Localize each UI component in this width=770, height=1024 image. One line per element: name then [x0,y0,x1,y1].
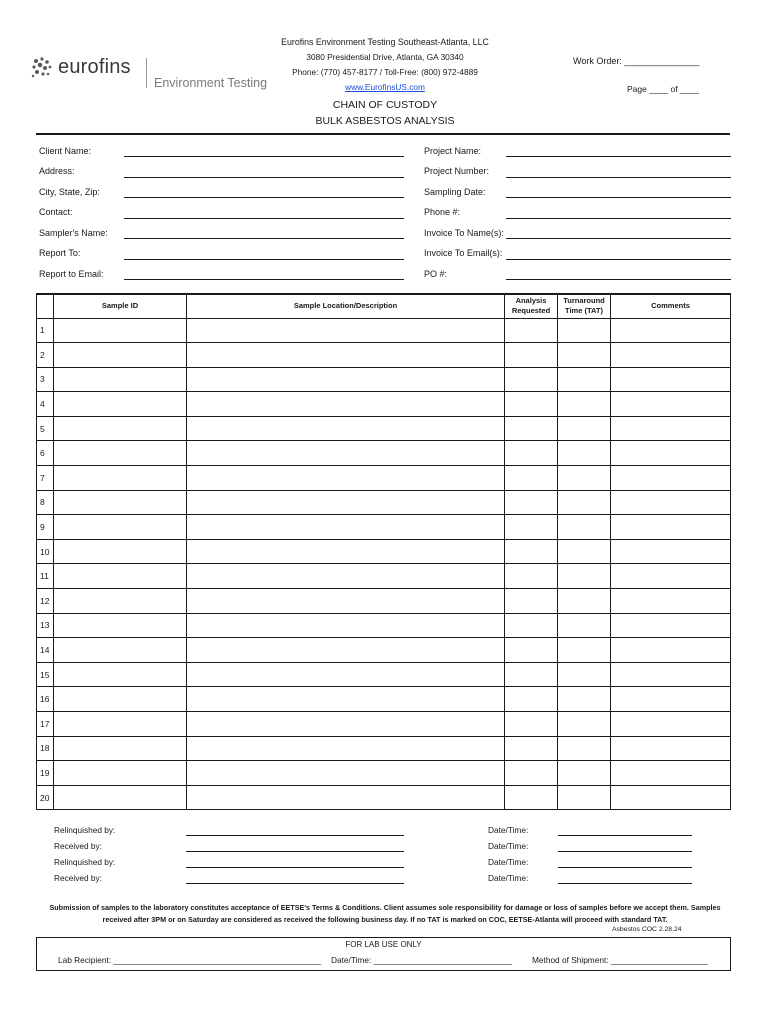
project-name-field[interactable] [506,156,731,157]
row-number: 9 [37,515,54,540]
turnaround-time-cell[interactable] [558,736,611,761]
sample-location-cell[interactable] [187,613,505,638]
sample-id-cell[interactable] [54,761,187,786]
date-time-field-4[interactable] [558,883,692,884]
comments-cell[interactable] [611,367,731,392]
report-email-label: Report to Email: [39,269,104,279]
analysis-requested-cell[interactable] [505,466,558,491]
sample-location-cell[interactable] [187,687,505,712]
table-row [37,761,731,786]
sample-id-cell[interactable] [54,539,187,564]
row-number: 3 [37,367,54,392]
lab-recipient-field[interactable]: Lab Recipient: _____________________________________________ [58,955,321,965]
turnaround-time-cell[interactable] [558,466,611,491]
comments-cell[interactable] [611,687,731,712]
date-time-field-2[interactable] [558,851,692,852]
analysis-requested-cell[interactable] [505,441,558,466]
sample-id-cell[interactable] [54,687,187,712]
sampler-name-field[interactable] [124,238,404,239]
sample-id-cell[interactable] [54,466,187,491]
work-order-field[interactable]: Work Order: _______________ [573,56,700,66]
table-row [37,490,731,515]
eurofins-logo-mark-icon [30,56,54,80]
client-name-label: Client Name: [39,146,92,156]
analysis-requested-cell[interactable] [505,490,558,515]
disclaimer-text [40,902,730,926]
row-number: 5 [37,416,54,441]
lab-use-box [36,937,731,971]
analysis-requested-cell[interactable] [505,392,558,417]
phone-field[interactable] [506,218,731,219]
turnaround-time-cell[interactable] [558,441,611,466]
header-turnaround-time: Turnaround Time (TAT) [558,294,611,318]
company-website-link[interactable]: www.EurofinsUS.com [345,82,425,92]
turnaround-time-cell[interactable] [558,687,611,712]
sample-id-cell[interactable] [54,318,187,343]
row-number: 8 [37,490,54,515]
row-number: 17 [37,712,54,737]
row-number: 10 [37,539,54,564]
analysis-requested-cell[interactable] [505,736,558,761]
sampling-date-field[interactable] [506,197,731,198]
sample-id-cell[interactable] [54,367,187,392]
po-number-field[interactable] [506,279,731,280]
date-time-label-3: Date/Time: [488,857,529,867]
row-number: 7 [37,466,54,491]
header-row-number [37,294,54,318]
row-number: 15 [37,662,54,687]
logo-divider [146,58,147,88]
header-analysis-requested: Analysis Requested [505,294,558,318]
turnaround-time-cell[interactable] [558,367,611,392]
project-number-label: Project Number: [424,166,490,176]
sample-id-cell[interactable] [54,490,187,515]
analysis-requested-cell[interactable] [505,662,558,687]
comments-cell[interactable] [611,712,731,737]
relinquished-by-label-1: Relinquished by: [54,825,116,835]
turnaround-time-cell[interactable] [558,638,611,663]
header-divider [36,133,730,135]
comments-cell[interactable] [611,589,731,614]
logo-wordmark: eurofins [58,56,131,78]
sample-id-cell[interactable] [54,785,187,810]
analysis-requested-cell[interactable] [505,761,558,786]
date-time-field-1[interactable] [558,835,692,836]
invoice-name-field[interactable] [506,238,731,239]
company-address: 3080 Presidential Drive, Atlanta, GA 30340 [306,52,464,62]
comments-cell[interactable] [611,343,731,368]
po-number-label: PO #: [424,269,448,279]
row-number: 18 [37,736,54,761]
sampling-date-label: Sampling Date: [424,187,486,197]
analysis-requested-cell[interactable] [505,515,558,540]
relinquished-by-field-1[interactable] [186,835,404,836]
sample-id-cell[interactable] [54,416,187,441]
comments-cell[interactable] [611,785,731,810]
sample-location-cell[interactable] [187,736,505,761]
sample-table [36,293,731,810]
contact-label: Contact: [39,207,73,217]
received-by-label-2: Received by: [54,873,102,883]
turnaround-time-cell[interactable] [558,589,611,614]
relinquished-by-field-2[interactable] [186,867,404,868]
turnaround-time-cell[interactable] [558,416,611,441]
sample-id-cell[interactable] [54,564,187,589]
client-name-field[interactable] [124,156,404,157]
sample-id-cell[interactable] [54,638,187,663]
analysis-requested-cell[interactable] [505,638,558,663]
row-number: 6 [37,441,54,466]
date-time-label-1: Date/Time: [488,825,529,835]
row-number: 4 [37,392,54,417]
analysis-requested-cell[interactable] [505,539,558,564]
company-info [240,35,530,95]
sample-location-cell[interactable] [187,441,505,466]
sample-location-cell[interactable] [187,515,505,540]
comments-cell[interactable] [611,416,731,441]
analysis-requested-cell[interactable] [505,785,558,810]
sample-id-cell[interactable] [54,515,187,540]
disclaimer-line-1: Submission of samples to the laboratory constitutes acceptance of EETSE's Terms & Conditions. Client assumes sole responsibility for damage or loss of samples before we accept them. Samples [49,903,721,912]
comments-cell[interactable] [611,515,731,540]
logo-subtitle: Environment Testing [154,76,268,90]
sample-id-cell[interactable] [54,392,187,417]
table-row [37,441,731,466]
date-time-label-2: Date/Time: [488,841,529,851]
company-name: Eurofins Environment Testing Southeast-Atlanta, LLC [281,37,489,47]
turnaround-time-cell[interactable] [558,392,611,417]
sample-id-cell[interactable] [54,736,187,761]
row-number: 12 [37,589,54,614]
comments-cell[interactable] [611,490,731,515]
comments-cell[interactable] [611,662,731,687]
date-time-field-3[interactable] [558,867,692,868]
report-to-field[interactable] [124,259,404,260]
title-line-1: CHAIN OF CUSTODY [332,99,438,111]
analysis-requested-cell[interactable] [505,712,558,737]
analysis-requested-cell[interactable] [505,343,558,368]
sample-location-cell[interactable] [187,539,505,564]
table-row [37,785,731,810]
analysis-requested-cell[interactable] [505,318,558,343]
form-version: Asbestos COC 2.28.24 [612,926,682,933]
sample-id-cell[interactable] [54,343,187,368]
comments-cell[interactable] [611,441,731,466]
table-row [37,712,731,737]
row-number: 11 [37,564,54,589]
shipment-method-field[interactable]: Method of Shipment: _____________________ [532,955,708,965]
analysis-requested-cell[interactable] [505,564,558,589]
turnaround-time-cell[interactable] [558,318,611,343]
table-row [37,662,731,687]
sample-location-cell[interactable] [187,490,505,515]
turnaround-time-cell[interactable] [558,564,611,589]
sample-location-cell[interactable] [187,466,505,491]
address-field[interactable] [124,177,404,178]
table-row [37,736,731,761]
lab-date-time-field[interactable]: Date/Time: ______________________________ [331,955,513,965]
sample-location-cell[interactable] [187,712,505,737]
sample-location-cell[interactable] [187,416,505,441]
turnaround-time-cell[interactable] [558,515,611,540]
sample-location-cell[interactable] [187,564,505,589]
row-number: 14 [37,638,54,663]
turnaround-time-cell[interactable] [558,539,611,564]
invoice-email-field[interactable] [506,259,731,260]
comments-cell[interactable] [611,466,731,491]
header-comments: Comments [611,294,731,318]
table-row [37,392,731,417]
row-number: 16 [37,687,54,712]
comments-cell[interactable] [611,539,731,564]
turnaround-time-cell[interactable] [558,761,611,786]
table-row [37,589,731,614]
sample-location-cell[interactable] [187,638,505,663]
report-email-field[interactable] [124,279,404,280]
city-state-zip-label: City, State, Zip: [39,187,100,197]
received-by-label-1: Received by: [54,841,102,851]
table-row [37,638,731,663]
invoice-email-label: Invoice To Email(s): [424,248,503,258]
table-header-row [37,294,731,318]
table-row [37,343,731,368]
analysis-requested-cell[interactable] [505,367,558,392]
comments-cell[interactable] [611,736,731,761]
turnaround-time-cell[interactable] [558,785,611,810]
analysis-requested-cell[interactable] [505,613,558,638]
document-title [240,97,530,129]
table-row [37,416,731,441]
sample-id-cell[interactable] [54,441,187,466]
sample-location-cell[interactable] [187,392,505,417]
comments-cell[interactable] [611,613,731,638]
sample-id-cell[interactable] [54,712,187,737]
sample-location-cell[interactable] [187,318,505,343]
row-number: 13 [37,613,54,638]
table-row [37,687,731,712]
sample-location-cell[interactable] [187,761,505,786]
sample-id-cell[interactable] [54,613,187,638]
sample-location-cell[interactable] [187,367,505,392]
header-sample-location: Sample Location/Description [187,294,505,318]
received-by-field-1[interactable] [186,851,404,852]
sample-location-cell[interactable] [187,785,505,810]
report-to-label: Report To: [39,248,81,258]
analysis-requested-cell[interactable] [505,687,558,712]
table-row [37,318,731,343]
table-row [37,367,731,392]
project-name-label: Project Name: [424,146,482,156]
turnaround-time-cell[interactable] [558,712,611,737]
disclaimer-line-2: received after 3PM or on Saturday are considered as received the following business day. If no TAT is marked on COC, EETSE-Atlanta will proceed with standard TAT. [102,915,668,924]
sample-id-cell[interactable] [54,662,187,687]
title-line-2: BULK ASBESTOS ANALYSIS [315,115,455,127]
analysis-requested-cell[interactable] [505,416,558,441]
turnaround-time-cell[interactable] [558,662,611,687]
contact-field[interactable] [124,218,404,219]
comments-cell[interactable] [611,638,731,663]
table-row [37,539,731,564]
row-number: 19 [37,761,54,786]
table-row [37,466,731,491]
relinquished-by-label-2: Relinquished by: [54,857,116,867]
turnaround-time-cell[interactable] [558,490,611,515]
sample-location-cell[interactable] [187,662,505,687]
page-number-field[interactable]: Page ____ of ____ [627,84,699,94]
sampler-name-label: Sampler's Name: [39,228,108,238]
comments-cell[interactable] [611,761,731,786]
comments-cell[interactable] [611,564,731,589]
address-label: Address: [39,166,75,176]
comments-cell[interactable] [611,318,731,343]
company-phone: Phone: (770) 457-8177 / Toll-Free: (800) 972-4889 [292,67,478,77]
sample-location-cell[interactable] [187,589,505,614]
comments-cell[interactable] [611,392,731,417]
turnaround-time-cell[interactable] [558,613,611,638]
table-row [37,564,731,589]
row-number: 2 [37,343,54,368]
sample-id-cell[interactable] [54,589,187,614]
invoice-name-label: Invoice To Name(s): [424,228,504,238]
sample-location-cell[interactable] [187,343,505,368]
date-time-label-4: Date/Time: [488,873,529,883]
city-state-zip-field[interactable] [124,197,404,198]
phone-label: Phone #: [424,207,461,217]
analysis-requested-cell[interactable] [505,589,558,614]
table-row [37,613,731,638]
header-sample-id: Sample ID [54,294,187,318]
turnaround-time-cell[interactable] [558,343,611,368]
row-number: 20 [37,785,54,810]
project-number-field[interactable] [506,177,731,178]
received-by-field-2[interactable] [186,883,404,884]
table-row [37,515,731,540]
lab-use-title: FOR LAB USE ONLY [345,940,422,949]
row-number: 1 [37,318,54,343]
